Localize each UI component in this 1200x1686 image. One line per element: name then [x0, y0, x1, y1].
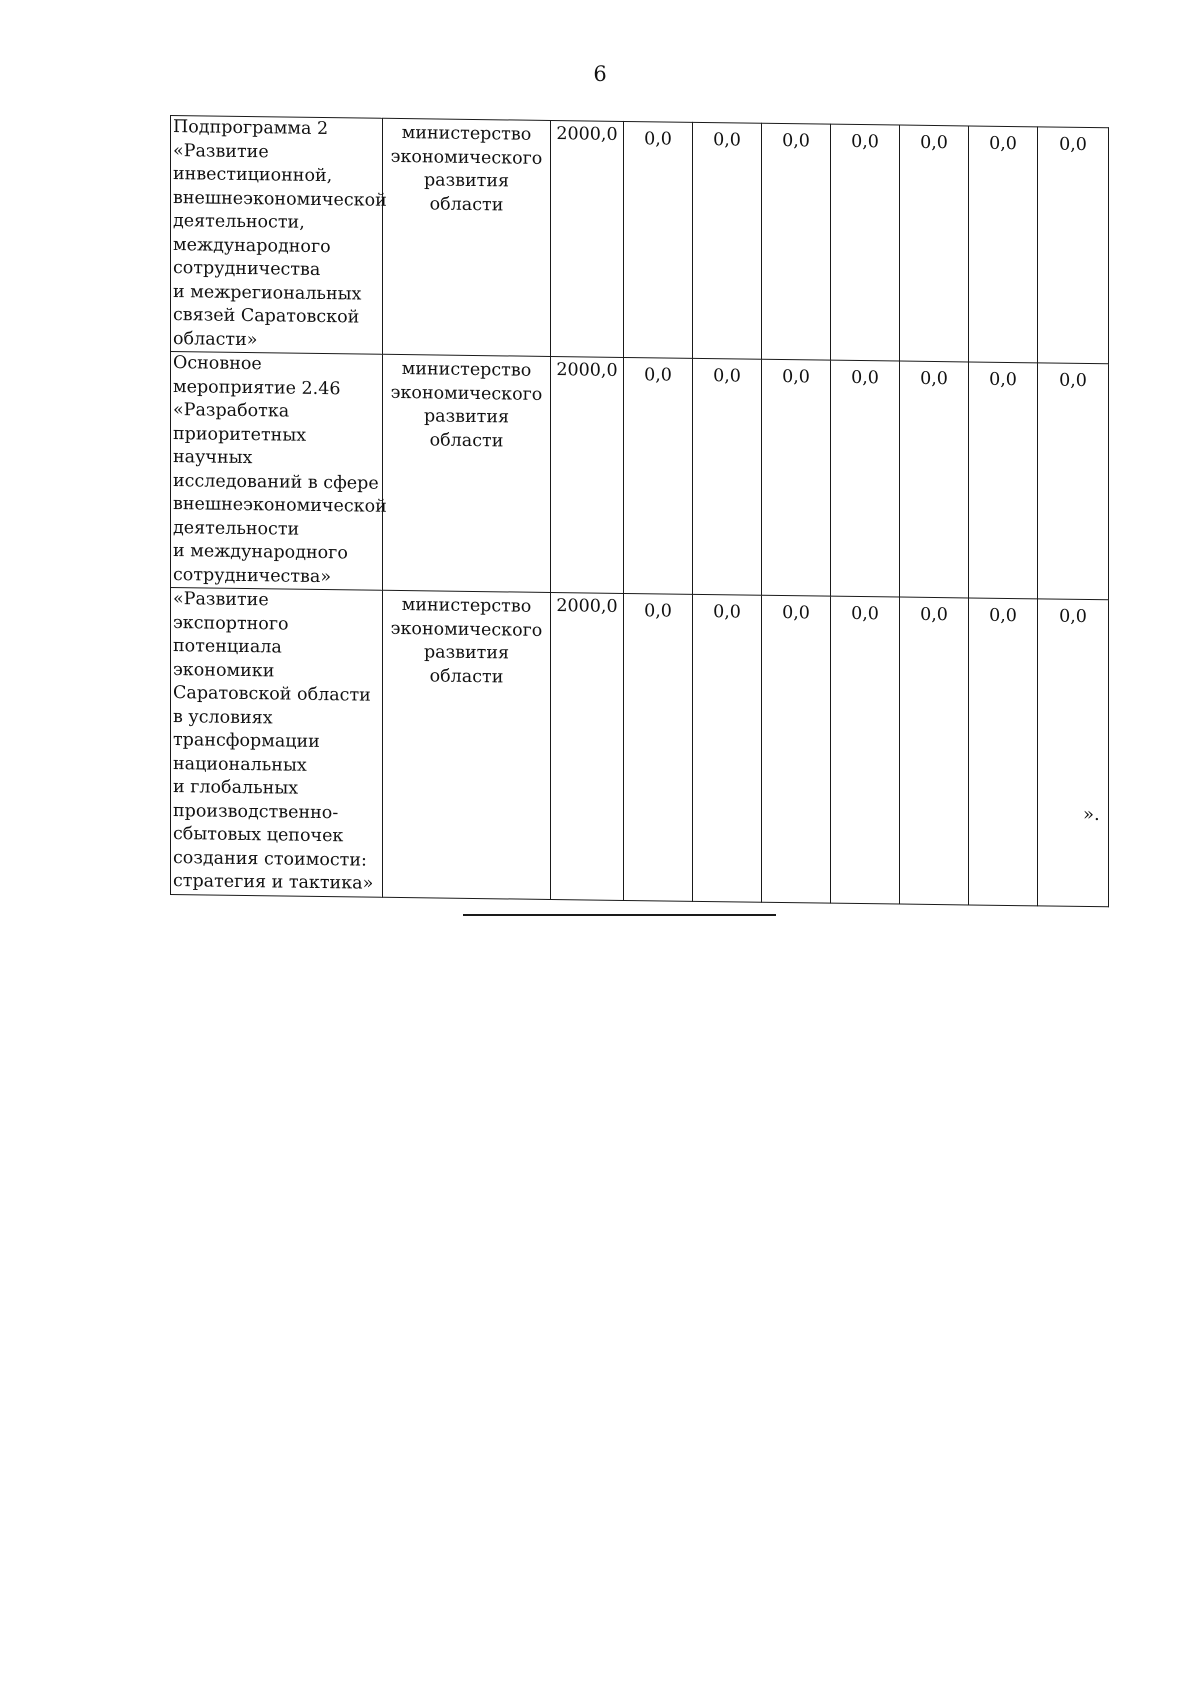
value-cell: 0,0	[693, 358, 762, 595]
value-cell: 2000,0	[551, 356, 624, 593]
executor-cell: министерство экономического развития области	[383, 354, 551, 592]
value-cell: 0,0	[693, 594, 762, 901]
value-cell: 2000,0	[551, 120, 624, 357]
program-name-cell	[171, 352, 387, 591]
value-cell: 2000,0	[551, 592, 624, 899]
program-name: «Развитие экспортного потенциала экономики Саратовской области в условиях трансформации национальных и глобальных производственно- сбытовых цепочек создания стоимости: стратегия и тактика»	[173, 589, 374, 894]
program-name-cell	[171, 116, 387, 355]
value-cell: 0,0	[624, 593, 693, 900]
value-cell: 0,0	[900, 597, 969, 904]
value-cell: 0,0	[969, 126, 1038, 363]
program-name: Подпрограмма 2 «Развитие инвестиционной, внешнеэкономической деятельности, международного сотрудничества и межрегиональных связей Саратовской области»	[173, 117, 387, 350]
value-cell: 0,0	[693, 122, 762, 359]
value-cell: 0,0	[1038, 599, 1109, 906]
value-cell: 0,0	[969, 598, 1038, 905]
page-number: 6	[593, 62, 607, 86]
value-cell: 0,0	[1038, 363, 1109, 600]
end-of-document-rule	[463, 914, 776, 916]
value-cell: 0,0	[831, 124, 900, 361]
program-name-cell	[171, 588, 383, 897]
closing-quote: ».	[1083, 804, 1100, 825]
program-name: Основное мероприятие 2.46 «Разработка приоритетных научных исследований в сфере внешнеэкономической деятельности и международного сотрудничества»	[173, 353, 387, 587]
executor-cell: министерство экономического развития области	[383, 118, 551, 356]
table-row	[171, 116, 1109, 364]
budget-table	[170, 115, 1109, 907]
value-cell: 0,0	[762, 359, 831, 596]
value-cell: 0,0	[1038, 127, 1109, 364]
value-cell: 0,0	[969, 362, 1038, 599]
value-cell: 0,0	[624, 121, 693, 358]
table-row	[171, 588, 1109, 907]
executor-cell: министерство экономического развития области	[383, 590, 551, 899]
table-row	[171, 352, 1109, 600]
value-cell: 0,0	[762, 595, 831, 902]
value-cell: 0,0	[900, 125, 969, 362]
value-cell: 0,0	[900, 361, 969, 598]
value-cell: 0,0	[831, 596, 900, 903]
value-cell: 0,0	[762, 123, 831, 360]
value-cell: 0,0	[624, 357, 693, 594]
value-cell: 0,0	[831, 360, 900, 597]
